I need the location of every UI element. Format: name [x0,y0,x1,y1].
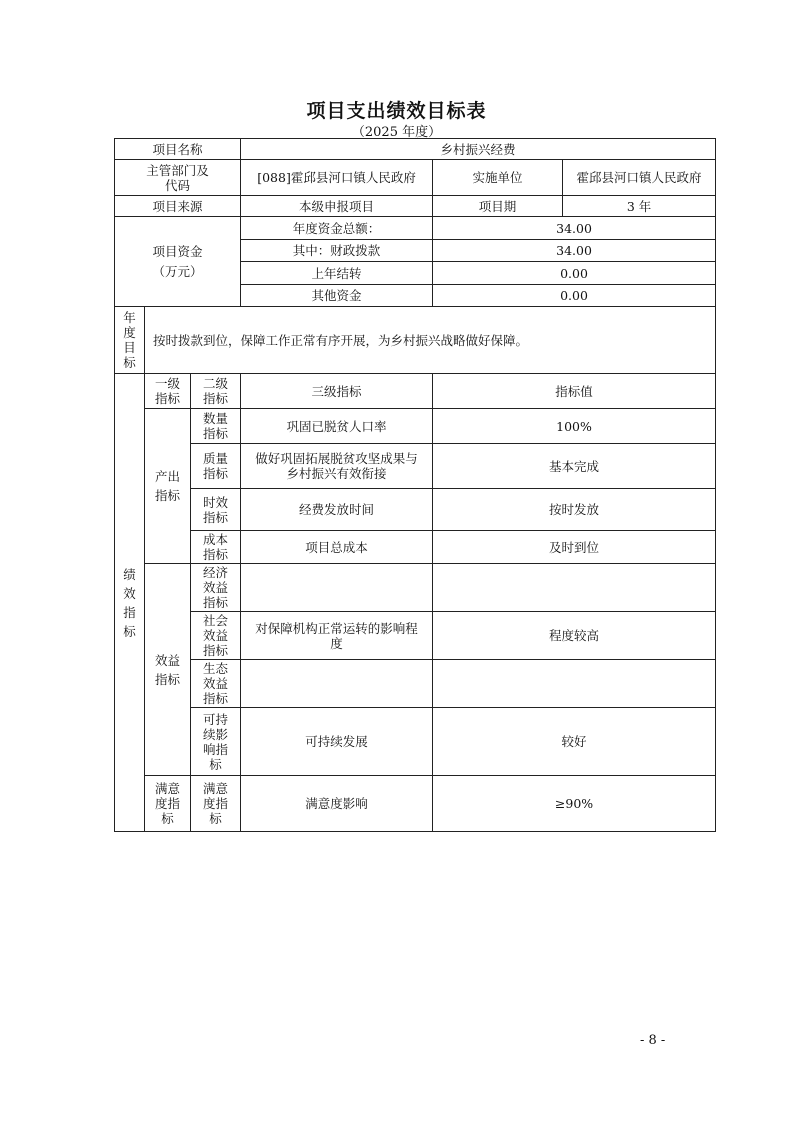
output-l3-1: 做好巩固拓展脱贫攻坚成果与乡村振兴有效衔接 [241,444,433,489]
benefit-l3-1: 对保障机构正常运转的影响程度 [241,612,433,660]
output-l2-2: 时效指标 [191,489,241,531]
benefit-val-2 [433,660,716,708]
output-l2-0: 数量指标 [191,409,241,444]
period-label: 项目期 [433,196,563,217]
output-l2-1: 质量指标 [191,444,241,489]
period-value: 3 年 [563,196,716,217]
row-output-3 [115,531,716,564]
page-number: - 8 - [640,1033,666,1048]
output-l2-3: 成本指标 [191,531,241,564]
fund-label-1: 其中：财政拨款 [241,240,433,262]
satisfaction-l1: 满意度指标 [145,776,191,832]
fund-label-0: 年度资金总额： [241,217,433,240]
fund-label-3: 其他资金 [241,285,433,307]
satisfaction-l3: 满意度影响 [241,776,433,832]
output-l3-2: 经费发放时间 [241,489,433,531]
row-benefit-0 [115,564,716,612]
benefit-l2-0: 经济效益指标 [191,564,241,612]
benefit-l2-2: 生态效益指标 [191,660,241,708]
satisfaction-l2: 满意度指标 [191,776,241,832]
benefit-val-0 [433,564,716,612]
output-val-1: 基本完成 [433,444,716,489]
impl-unit-label: 实施单位 [433,160,563,196]
row-source [115,196,716,217]
row-annual-goal [115,307,716,374]
row-project-name [115,139,716,160]
header-l2: 二级指标 [191,374,241,409]
output-val-3: 及时到位 [433,531,716,564]
output-val-0: 100% [433,409,716,444]
dept-value: [088]霍邱县河口镇人民政府 [241,160,433,196]
annual-goal-text: 按时拨款到位，保障工作正常有序开展，为乡村振兴战略做好保障。 [145,307,716,374]
impl-unit-value: 霍邱县河口镇人民政府 [563,160,716,196]
source-label: 项目来源 [115,196,241,217]
benefit-val-3: 较好 [433,708,716,776]
row-benefit-3 [115,708,716,776]
perf-label: 绩效指标 [115,374,145,832]
page-subtitle: （2025 年度） [351,125,442,140]
funds-label: 项目资金（万元） [115,217,241,307]
benefit-label: 效益指标 [145,564,191,776]
source-value: 本级申报项目 [241,196,433,217]
project-name-label: 项目名称 [115,139,241,160]
satisfaction-val: ≥90% [433,776,716,832]
row-output-2 [115,489,716,531]
header-l1: 一级指标 [145,374,191,409]
benefit-l3-2 [241,660,433,708]
row-output-0 [115,409,716,444]
row-headers [115,374,716,409]
page-title: 项目支出绩效目标表 [306,100,487,122]
benefit-l2-1: 社会效益指标 [191,612,241,660]
header-value: 指标值 [433,374,716,409]
output-val-2: 按时发放 [433,489,716,531]
benefit-l2-3: 可持续影响指标 [191,708,241,776]
fund-value-2: 0.00 [433,262,716,285]
benefit-val-1: 程度较高 [433,612,716,660]
output-l3-0: 巩固已脱贫人口率 [241,409,433,444]
fund-value-0: 34.00 [433,217,716,240]
benefit-l3-3: 可持续发展 [241,708,433,776]
row-satisfaction [115,776,716,832]
project-name-value: 乡村振兴经费 [241,139,716,160]
row-benefit-1 [115,612,716,660]
output-l3-3: 项目总成本 [241,531,433,564]
fund-value-3: 0.00 [433,285,716,307]
annual-goal-label: 年度目标 [115,307,145,374]
row-benefit-2 [115,660,716,708]
fund-label-2: 上年结转 [241,262,433,285]
output-label: 产出指标 [145,409,191,564]
row-output-1 [115,444,716,489]
header-l3: 三级指标 [241,374,433,409]
row-dept [115,160,716,196]
dept-label: 主管部门及代码 [115,160,241,196]
fund-value-1: 34.00 [433,240,716,262]
benefit-l3-0 [241,564,433,612]
row-fund-total [115,217,716,240]
performance-table [114,138,716,832]
